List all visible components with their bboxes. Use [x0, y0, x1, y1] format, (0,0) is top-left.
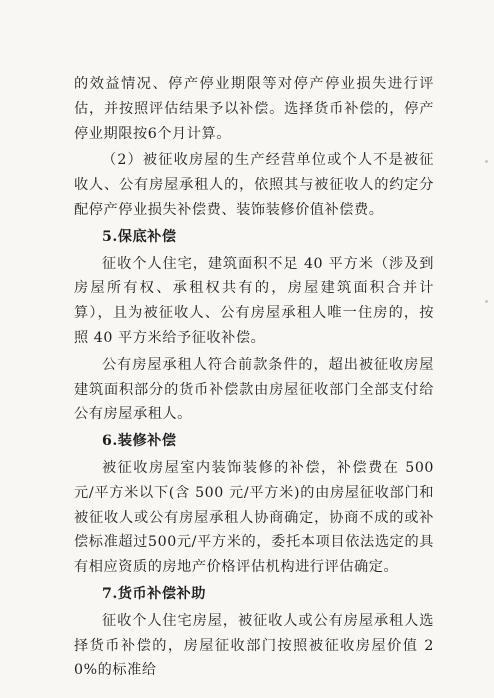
- paragraph-public-tenant: 公有房屋承租人符合前款条件的，超出被征收房屋建筑面积部分的货币补偿款由房屋征收部门全部支付给公有房屋承租人。: [74, 356, 434, 423]
- paragraph-decoration: 被征收房屋室内装饰装修的补偿，补偿费在 500 元/平方米以下(含 500 元/平方米)的由房屋征收部门和被征收人或公有房屋承租人协商确定，协商不成的或补偿标准超过500元/平方米的，委托本项目依法选定的具有相应资质的房地产价格评估机构进行评估确定。: [74, 459, 434, 576]
- heading-decoration-compensation: 6.装修补偿: [102, 433, 177, 450]
- scan-speck: [485, 160, 488, 163]
- paragraph-clause-2: （2）被征收房屋的生产经营单位或个人不是被征收人、公有房屋承租人的，依照其与被征收人的约定分配停产停业损失补偿费、装饰装修价值补偿费。: [74, 152, 434, 218]
- heading-monetary-subsidy: 7.货币补偿补助: [102, 585, 206, 602]
- heading-minimum-compensation: 5.保底补偿: [102, 228, 177, 245]
- paragraph-continuation: 的效益情况、停产停业期限等对停产停业损失进行评估，并按照评估结果予以补偿。选择货币补偿的，停产停业期限按6个月计算。: [74, 76, 434, 142]
- scan-speck: [485, 300, 488, 303]
- paragraph-monetary-subsidy: 征收个人住宅房屋，被征收人或公有房屋承租人选择货币补偿的，房屋征收部门按照被征收房屋价值 20%的标准给: [74, 612, 434, 679]
- paragraph-minimum-area: 征收个人住宅，建筑面积不足 40 平方米（涉及到房屋所有权、承租权共有的，房屋建筑面积合并计算），且为被征收人、公有房屋承租人唯一住房的，按照 40 平方米给予征收补偿。: [74, 255, 434, 346]
